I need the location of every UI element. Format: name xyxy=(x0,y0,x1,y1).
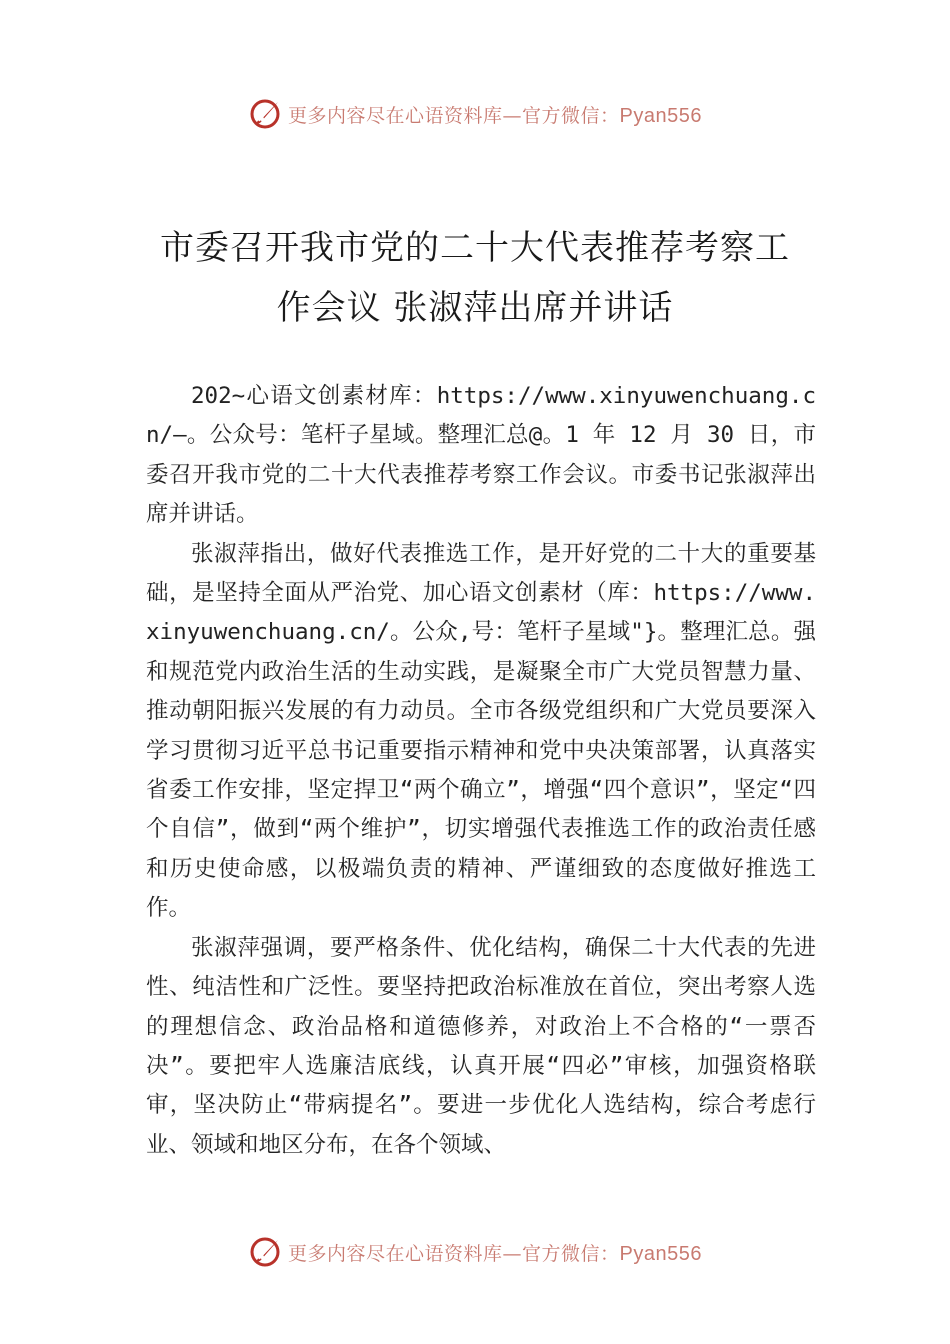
wechat-id: Pyan556 xyxy=(619,104,702,127)
paragraph-2: 张淑萍指出，做好代表推选工作，是开好党的二十大的重要基础，是坚持全面从严治党、加心语文创素材（库：https://www.xinyuwenchuang.cn/。公众,号：笔杆子星域"}。整理汇总。强和规范党内政治生活的生动实践，是凝聚全市广大党员智慧力量、推动朝阳振兴发展的有力动员。全市各级党组织和广大党员要深入学习贯彻习近平总书记重要指示精神和党中央决策部署，认真落实省委工作安排，坚定捍卫“两个确立”，增强“四个意识”，坚定“四个自信”，做到“两个维护”，切实增强代表推选工作的政治责任感和历史使命感，以极端负责的精神、严谨细致的态度做好推选工作。 xyxy=(146,540,816,922)
footer-watermark-banner xyxy=(0,1232,950,1272)
footer-banner-text: 更多内容尽在心语资料库—官方微信：Pyan556 xyxy=(288,1242,702,1265)
quill-pen-logo-icon xyxy=(248,1235,282,1269)
title-line-1: 市委召开我市党的二十大代表推荐考察工 xyxy=(160,228,790,268)
paragraph-1: 202~心语文创素材库：https://www.xinyuwenchuang.cn/—。公众号：笔杆子星域。整理汇总@。1 年 12 月 30 日，市委召开我市党的二十大代表推荐考察工作会议。市委书记张淑萍出席并讲话。 xyxy=(146,383,816,528)
header-banner-text: 更多内容尽在心语资料库—官方微信：Pyan556 xyxy=(288,104,702,127)
header-watermark-banner xyxy=(0,94,950,134)
paragraph-3: 张淑萍强调，要严格条件、优化结构，确保二十大代表的先进性、纯洁性和广泛性。要坚持把政治标准放在首位，突出考察人选的理想信念、政治品格和道德修养，对政治上不合格的“一票否决”。要把牢人选廉洁底线，认真开展“四必”审核，加强资格联审，坚决防止“带病提名”。要进一步优化人选结构，综合考虑行业、领域和地区分布，在各个领域、 xyxy=(146,934,816,1158)
quill-pen-logo-icon xyxy=(248,97,282,131)
document-title xyxy=(130,218,820,338)
wechat-id: Pyan556 xyxy=(619,1242,702,1265)
title-line-2: 作会议 张淑萍出席并讲话 xyxy=(276,288,674,328)
document-body xyxy=(146,377,816,1165)
